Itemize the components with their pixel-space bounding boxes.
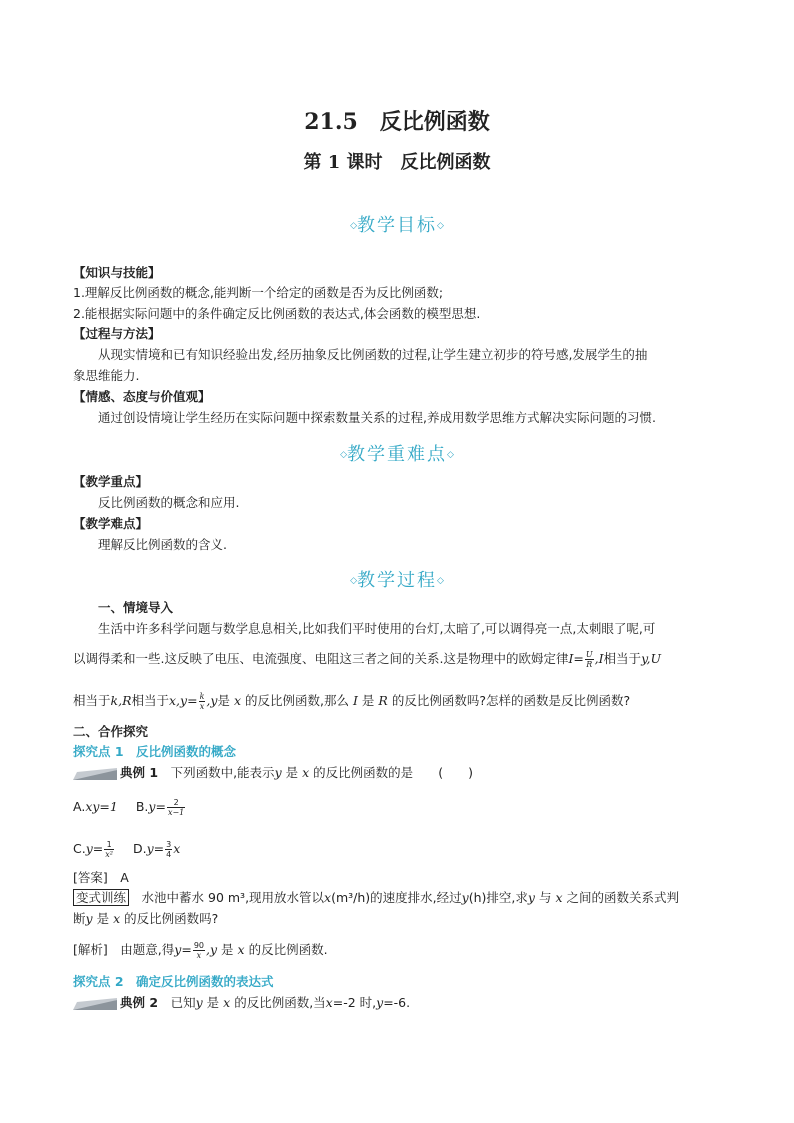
lesson-subtitle: 第 1 课时 反比例函数	[303, 152, 491, 173]
answer: [答案] A	[73, 870, 129, 885]
k-over-x-fraction: $\frac{k}{x}$	[199, 692, 205, 711]
diamond-icon: ◇	[447, 450, 454, 460]
option-b: B.y= $\frac{2}{x-1}$	[135, 798, 185, 817]
example-2: 典例 2 已知y 是 x 的反比例函数,当x=-2 时,y=-6.	[73, 995, 410, 1011]
example-badge-icon	[73, 998, 117, 1010]
variant-label: 变式训练	[73, 889, 129, 906]
banner-process	[0, 566, 794, 592]
knowledge-item-1: 1.理解反比例函数的概念,能判断一个给定的函数是否为反比例函数;	[73, 285, 444, 300]
explore-heading: 二、合作探究	[73, 724, 149, 739]
process-method-line-1: 从现实情境和已有知识经验出发,经历抽象反比例函数的过程,让学生建立初步的符号感,发展学生的抽	[98, 347, 648, 362]
option-c: C.y= $\frac{1}{\text{x²}}$	[73, 840, 113, 859]
process-method-heading: 【过程与方法】	[73, 326, 161, 341]
example-1: 典例 1 下列函数中,能表示y 是 x 的反比例函数的是 ( )	[73, 765, 473, 781]
option-d: D.y= $\frac{3}{4}$ x	[132, 840, 181, 859]
intro-line-2: 以调得柔和一些.这反映了电压、电流强度、电阻这三者之间的关系.这是物理中的欧姆定律I= $\frac{U}{R}$ ,I相当于y,U	[73, 650, 661, 669]
focus-heading: 【教学重点】	[73, 474, 149, 489]
focus-text: 反比例函数的概念和应用.	[98, 495, 240, 510]
knowledge-item-2: 2.能根据实际问题中的条件确定反比例函数的表达式,体会函数的模型思想.	[73, 306, 481, 321]
emotion-heading: 【情感、态度与价值观】	[73, 389, 211, 404]
explore-point-1: 探究点 1 反比例函数的概念	[73, 744, 237, 759]
diamond-icon: ◇	[350, 576, 357, 586]
diamond-icon: ◇	[437, 576, 444, 586]
banner-key-points	[0, 440, 794, 466]
variant-line-2: 断y 是 x 的反比例函数吗?	[73, 911, 219, 926]
explore-point-2: 探究点 2 确定反比例函数的表达式	[73, 974, 274, 989]
knowledge-heading: 【知识与技能】	[73, 265, 161, 280]
intro-heading: 一、情境导入	[98, 600, 174, 615]
intro-line-3: 相当于k,R相当于x,y= $\frac{k}{x}$ ,y是 x 的反比例函数,那么 I 是 R 的反比例函数吗?怎样的函数是反比例函数?	[73, 692, 631, 711]
difficulty-heading: 【教学难点】	[73, 516, 149, 531]
example-badge-icon	[73, 768, 117, 780]
banner-process-text: 教学过程	[357, 570, 437, 591]
ohm-fraction: $\frac{U}{R}$	[585, 650, 593, 669]
process-method-line-2: 象思维能力.	[73, 368, 140, 383]
analysis: [解析] 由题意,得y= $\frac{90}{x}$ ,y 是 x 的反比例函数.	[73, 941, 328, 960]
banner-objectives	[0, 211, 794, 237]
options-c-d	[73, 840, 180, 859]
option-a: A.xy=1	[73, 799, 118, 814]
diamond-icon: ◇	[340, 450, 347, 460]
diamond-icon: ◇	[437, 221, 444, 231]
banner-key-points-text: 教学重难点	[347, 444, 447, 465]
difficulty-text: 理解反比例函数的含义.	[98, 537, 227, 552]
lesson-title: 21.5 反比例函数	[304, 109, 490, 135]
emotion-text: 通过创设情境让学生经历在实际问题中探索数量关系的过程,养成用数学思维方式解决实际问题的习惯.	[98, 410, 656, 425]
variant-line-1: 变式训练 水池中蓄水 90 m³,现用放水管以x(m³/h)的速度排水,经过y(h)排空,求y 与 x 之间的函数关系式判	[73, 890, 679, 906]
banner-objectives-text: 教学目标	[357, 215, 437, 236]
intro-line-1: 生活中许多科学问题与数学息息相关,比如我们平时使用的台灯,太暗了,可以调得亮一点,太刺眼了呢,可	[98, 621, 656, 636]
options-a-b	[73, 798, 186, 817]
diamond-icon: ◇	[350, 221, 357, 231]
